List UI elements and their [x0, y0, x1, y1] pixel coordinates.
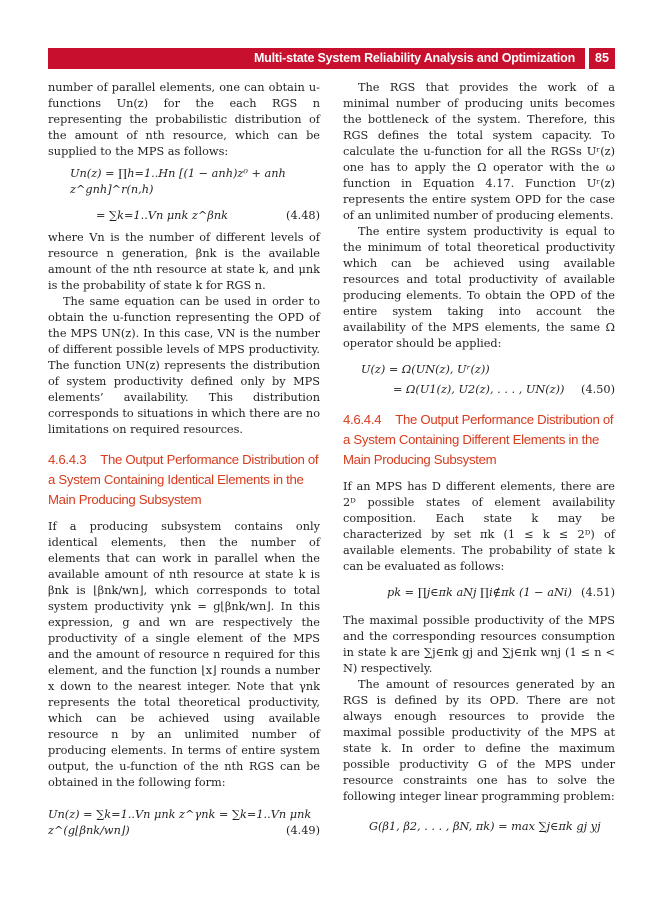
paragraph: The same equation can be used in order to obtain the u-function representing the OPD of the MPS UN(z). In this case, VN is the number of different possible levels of MPS productivity. The function UN(z) represents the distribution of system productivity defined only by MPS elements’ availability. This distribution corresponds to situations in which there are no limitations on required resources.: [48, 295, 320, 436]
equation-line: G(β1, β2, . . . , βN, πk) = max ∑j∈πk gj yj: [369, 820, 601, 833]
section-number: 4.6.4.4: [343, 412, 382, 427]
section-title: The Output Performance Distribution of a System Containing Different Elements in the Main Producing Subsystem: [343, 412, 614, 467]
equation-number: (4.49): [286, 824, 320, 837]
page-number: 85: [589, 48, 615, 69]
section-title: The Output Performance Distribution of a System Containing Identical Elements in the Main Producing Subsystem: [48, 452, 319, 507]
equation-4-49: [48, 807, 320, 839]
paragraph: number of parallel elements, one can obtain u-functions Un(z) for the each RGS n representing the probabilistic distribution of the amount of nth resource, which can be supplied to the MPS as follows:: [48, 81, 320, 158]
paragraph: The entire system productivity is equal to the minimum of total theoretical productivity which can be achieved using available resources and total productivity of available producing elements. To obtain the OPD of the entire system taking into account the availability of the MPS elements, the same Ω operator should be applied:: [343, 225, 615, 350]
equation-line: = ∑k=1..Vn μnk z^βnk: [96, 209, 228, 222]
paragraph: If an MPS has D different elements, there are 2ᴰ possible states of element availability composition. Each state k may be characterized by set πk (1 ≤ k ≤ 2ᴰ) of available elements. The probability of state k can be evaluated as follows:: [343, 480, 615, 573]
paragraph: If a producing subsystem contains only identical elements, then the number of elements that can work in parallel when the available amount of nth resource at state k is βnk is ⌊βnk/wn⌋, which corresponds to total system productivity γnk = g⌊βnk/wn⌋. In this expression, g and wn are respectively the productivity of a single element of the MPS and the amount of resource n required for this element, and the function ⌊x⌋ rounds a number x down to the nearest integer. Note that γnk represents the total theoretical productivity, which can be achieved using available resource n by an unlimited number of producing elements. In terms of entire system output, the u-function of the nth RGS can be obtained in the following form:: [48, 520, 320, 789]
equation-objective: [343, 819, 615, 835]
running-header: [48, 48, 615, 69]
equation-4-50: [343, 362, 615, 398]
paragraph: The amount of resources generated by an RGS is defined by its OPD. There are not always enough resources to provide the maximal possible productivity of the MPS at state k. In order to define the maximum possible productivity G of the MPS under resource constraints one has to solve the following integer linear programming problem:: [343, 678, 615, 803]
equation-line: Un(z) = ∏h=1..Hn [(1 − anh)z⁰ + anh z^gnh]^r(n,h): [70, 167, 286, 196]
running-title: Multi-state System Reliability Analysis and Optimization: [48, 48, 585, 69]
equation-number: (4.51): [581, 586, 615, 599]
equation-line: U(z) = Ω(UN(z), Uʳ(z)): [361, 363, 490, 376]
paragraph: The maximal possible productivity of the MPS and the corresponding resources consumption in state k are ∑j∈πk gj and ∑j∈πk wnj (1 ≤ n < N) respectively.: [343, 614, 615, 675]
section-heading: [343, 410, 615, 470]
left-column: [48, 80, 320, 839]
equation-4-51: [343, 585, 615, 601]
section-number: 4.6.4.3: [48, 452, 87, 467]
equation-line: Un(z) = ∑k=1..Vn μnk z^γnk = ∑k=1..Vn μnk z^(g⌊βnk/wn⌋): [48, 808, 312, 837]
equation-number: (4.50): [581, 383, 615, 396]
equation-line: = Ω(U1(z), U2(z), . . . , UN(z)): [393, 383, 565, 396]
equation-line: pk = ∏j∈πk aNj ∏i∉πk (1 − aNi): [387, 586, 572, 599]
section-heading: [48, 450, 320, 510]
right-column: [343, 80, 615, 835]
equation-4-48: [48, 166, 320, 224]
equation-number: (4.48): [286, 209, 320, 222]
paragraph: where Vn is the number of different levels of resource n generation, βnk is the available amount of the nth resource at state k, and μnk is the probability of state k for RGS n.: [48, 231, 320, 292]
paragraph: The RGS that provides the work of a minimal number of producing units becomes the bottleneck of the system. Therefore, this RGS defines the total system capacity. To calculate the u-function for all the RGSs Uʳ(z) one has to apply the Ω operator with the ω function in Equation 4.17. Function Uʳ(z) represents the entire system OPD for the case of an unlimited number of producing elements.: [343, 81, 615, 222]
